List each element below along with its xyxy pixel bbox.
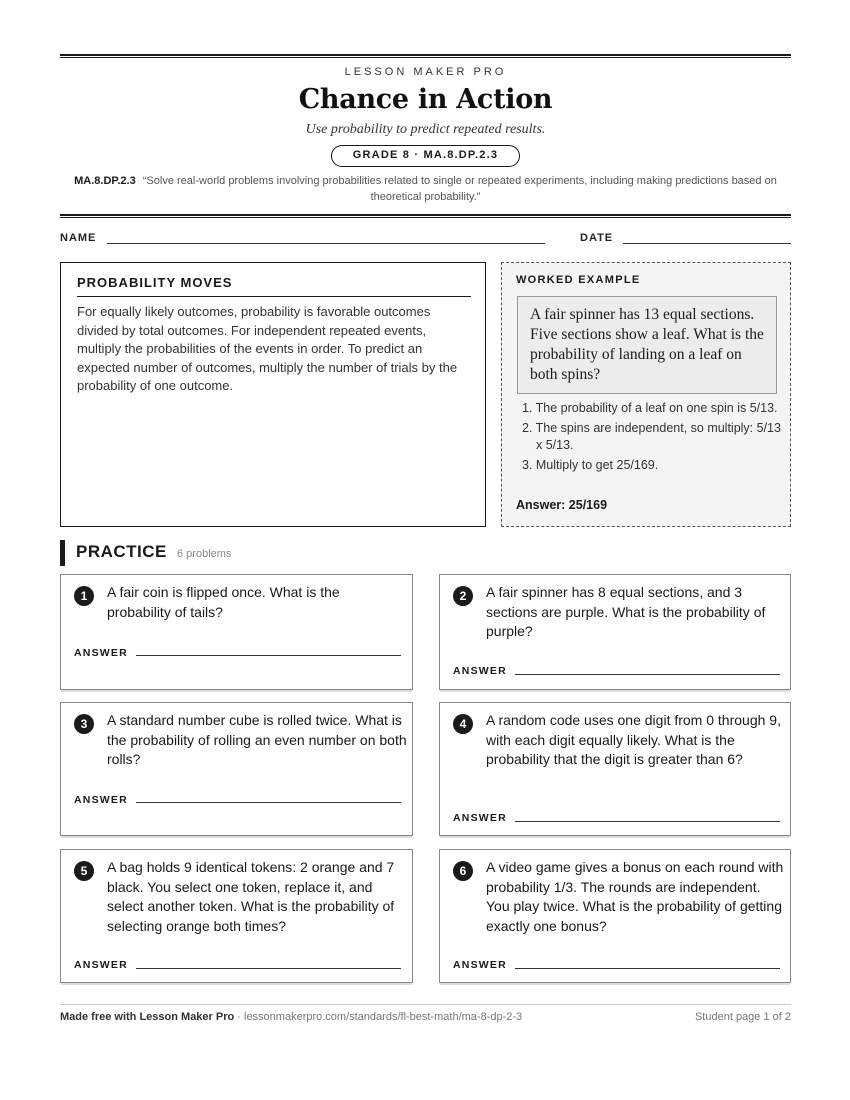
worked-step: 3. Multiply to get 25/169. xyxy=(522,457,659,472)
problem-text: A video game gives a bonus on each round with probability 1/3. The rounds are independent. You play twice. What is the probability of getting exactly one bonus? xyxy=(486,859,784,934)
problem-card-3 xyxy=(60,702,413,836)
answer-label: ANSWER xyxy=(74,794,128,806)
footer-made-with: Made free with Lesson Maker Pro xyxy=(60,1011,235,1023)
worked-step: 2. The spins are independent, so multiply: 5/13 x 5/13. xyxy=(522,420,781,452)
problem-number: 1 xyxy=(74,586,94,606)
answer-label: ANSWER xyxy=(453,812,507,824)
answer-label: ANSWER xyxy=(74,959,128,971)
problem-number: 2 xyxy=(453,586,473,606)
worked-step: 1. The probability of a leaf on one spin is 5/13. xyxy=(522,401,778,415)
standard-code: MA.8.DP.2.3 xyxy=(74,175,136,187)
problem-text: A bag holds 9 identical tokens: 2 orange and 7 black. You select one token, replace it, and select another token. What is the probability of selecting orange both times? xyxy=(107,859,395,934)
answer-field[interactable] xyxy=(136,802,401,803)
problem-number: 3 xyxy=(74,714,94,734)
problem-card-1 xyxy=(60,574,413,690)
footer-page-number: Student page 1 of 2 xyxy=(694,1011,791,1023)
problem-number: 4 xyxy=(453,714,473,734)
practice-count: 6 problems xyxy=(177,548,232,560)
problem-text: A random code uses one digit from 0 through 9, with each digit equally likely. What is the probability that the digit is greater than 6? xyxy=(486,712,781,767)
top-rule xyxy=(60,54,791,58)
footer-rule xyxy=(60,1004,791,1005)
problem-card-2 xyxy=(439,574,791,690)
problem-number: 6 xyxy=(453,861,473,881)
brand-name: LESSON MAKER PRO xyxy=(344,66,507,78)
answer-field[interactable] xyxy=(515,821,780,822)
name-field[interactable] xyxy=(107,243,545,244)
problem-card-5 xyxy=(60,849,413,983)
answer-label: ANSWER xyxy=(453,959,507,971)
footer-credit xyxy=(60,1011,522,1023)
name-label: NAME xyxy=(60,232,97,244)
grade-badge: GRADE 8 · MA.8.DP.2.3 xyxy=(331,145,520,167)
answer-label: ANSWER xyxy=(453,665,507,677)
problem-card-6 xyxy=(439,849,791,983)
answer-field[interactable] xyxy=(136,968,401,969)
worked-example-answer: Answer: 25/169 xyxy=(516,498,608,512)
probability-moves-box xyxy=(60,262,486,527)
standard-statement xyxy=(60,173,791,205)
practice-heading: PRACTICE xyxy=(76,542,167,561)
answer-field[interactable] xyxy=(136,655,401,656)
worked-example-box xyxy=(501,262,791,527)
footer-url[interactable]: · lessonmakerpro.com/standards/fl-best-math/ma-8-dp-2-3 xyxy=(234,1011,523,1023)
header-bottom-rule xyxy=(60,214,791,218)
answer-field[interactable] xyxy=(515,968,780,969)
problem-text: A fair coin is flipped once. What is the probability of tails? xyxy=(107,584,340,620)
problem-text: A fair spinner has 8 equal sections, and 3 sections are purple. What is the probability of purple? xyxy=(486,584,766,639)
page-title: Chance in Action xyxy=(298,84,553,115)
problem-text: A standard number cube is rolled twice. What is the probability of rolling an even number on both rolls? xyxy=(107,712,407,767)
problem-card-4 xyxy=(439,702,791,836)
worked-example-problem: A fair spinner has 13 equal sections. Five sections show a leaf. What is the probability of landing on a leaf on both spins? xyxy=(517,296,777,394)
standard-text: “Solve real-world problems involving probabilities related to single or repeated experiments, including making predictions based on theoretical probability.” xyxy=(142,175,777,203)
practice-accent-bar xyxy=(60,540,65,566)
problem-number: 5 xyxy=(74,861,94,881)
probability-moves-text: For equally likely outcomes, probability is favorable outcomes divided by total outcomes. For independent repeated events, multiply the probabilities of the events in order. To predict an expected number of outcomes, multiply the number of trials by the probability of one outcome. xyxy=(77,304,458,393)
probability-moves-title: PROBABILITY MOVES xyxy=(77,275,471,297)
answer-label: ANSWER xyxy=(74,647,128,659)
page-subtitle: Use probability to predict repeated results. xyxy=(305,122,546,137)
date-field[interactable] xyxy=(623,243,791,244)
worksheet-page xyxy=(60,0,791,1100)
worked-example-steps xyxy=(522,400,784,476)
answer-field[interactable] xyxy=(515,674,780,675)
date-label: DATE xyxy=(580,232,614,244)
worked-example-title: WORKED EXAMPLE xyxy=(516,274,641,286)
